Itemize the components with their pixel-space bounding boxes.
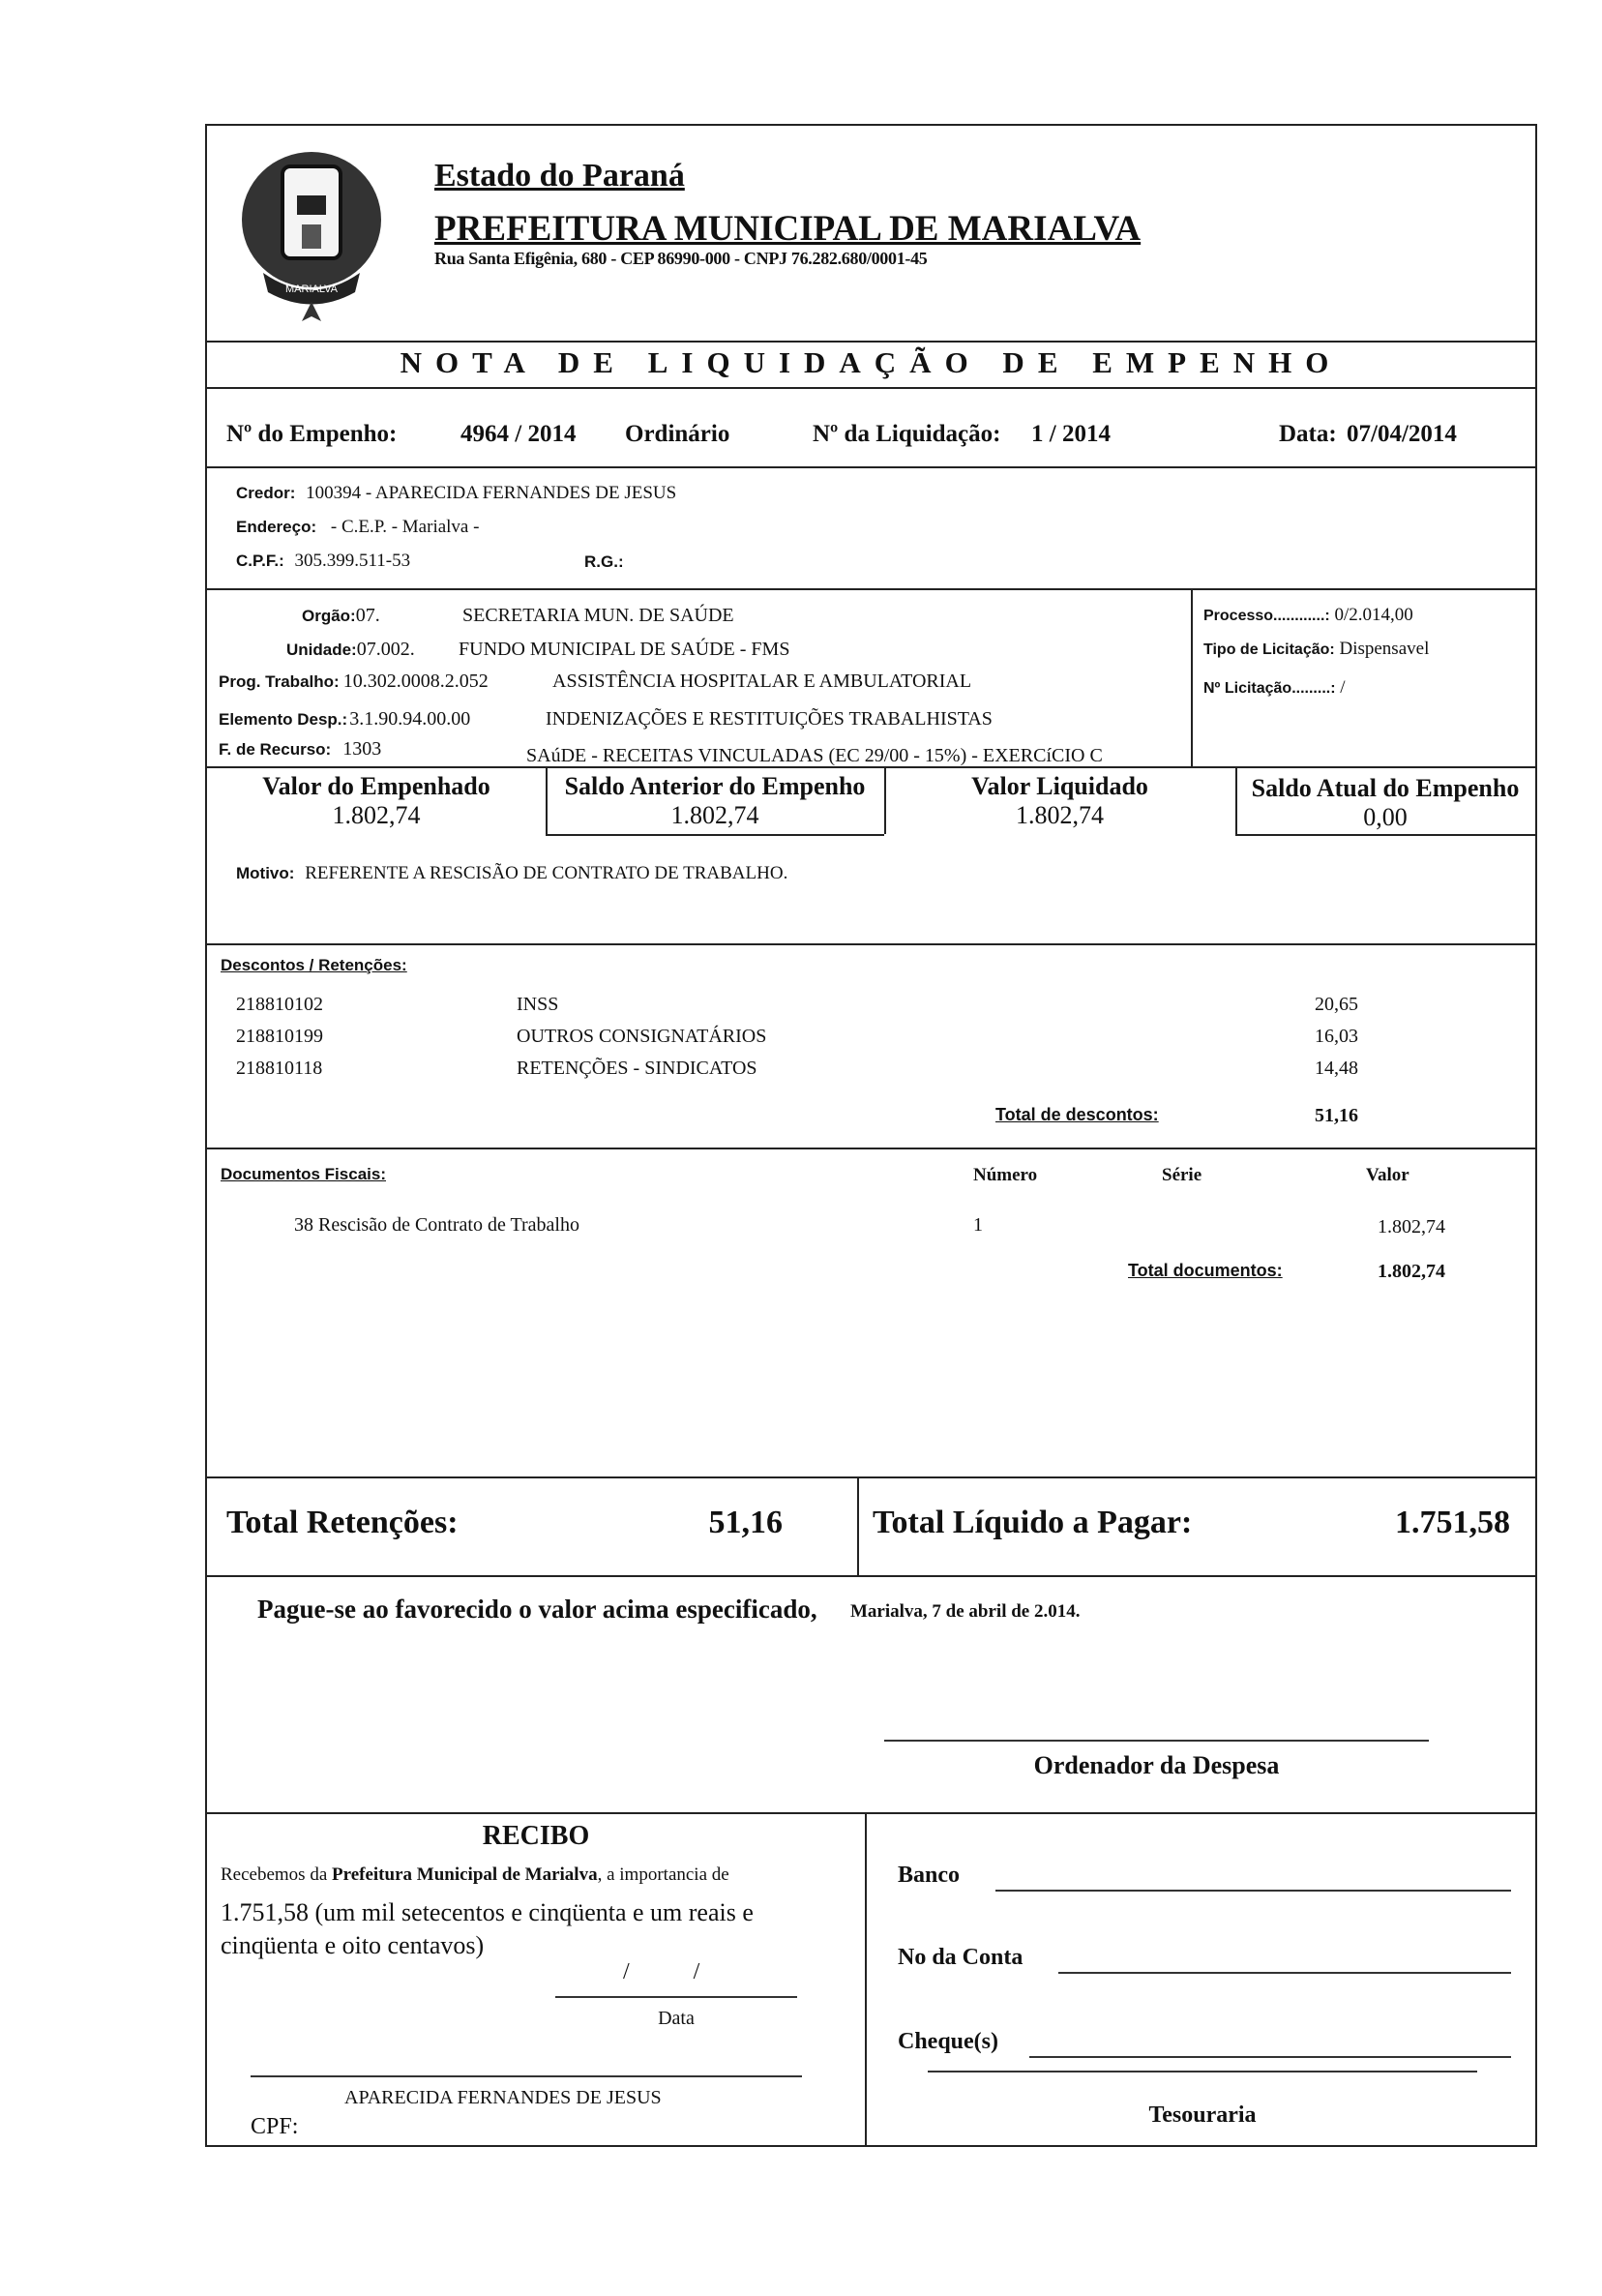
- crest-icon: [234, 128, 389, 341]
- prog-code: 10.302.0008.2.052: [342, 671, 489, 692]
- rg-label: R.G.:: [584, 552, 624, 571]
- desconto-row: [207, 994, 1535, 1023]
- saldo-anterior-value: 1.802,74: [670, 801, 759, 829]
- processo-label: Processo............:: [1203, 608, 1330, 624]
- documento-desc: 38 Rescisão de Contrato de Trabalho: [294, 1214, 579, 1236]
- motivo-line: [236, 863, 787, 884]
- col-serie: Série: [1162, 1165, 1202, 1185]
- liquidado-value: 1.802,74: [1016, 801, 1104, 829]
- documento-valor: 1.802,74: [1378, 1216, 1445, 1237]
- cpf-line: [236, 551, 410, 572]
- element-line: [219, 708, 470, 731]
- col-valor: Valor: [1366, 1165, 1409, 1185]
- num-licitacao-value: /: [1340, 677, 1346, 698]
- recurso-label: F. de Recurso:: [219, 740, 332, 759]
- recibo-date-slashes: / /: [623, 1959, 700, 1984]
- tipo-licitacao-line: [1203, 639, 1429, 660]
- recibo-amount-line2: cinqüenta e oito centavos): [221, 1931, 485, 1959]
- total-documentos-label: Total documentos:: [1128, 1261, 1283, 1280]
- saldo-atual-label: Saldo Atual do Empenho: [1251, 774, 1520, 802]
- date-label: Data:: [1279, 421, 1337, 447]
- processo-line: [1203, 605, 1413, 626]
- prefecture-address: Rua Santa Efigênia, 680 - CEP 86990-000 - CNPJ 76.282.680/0001-45: [434, 249, 928, 268]
- desconto-code: 218810118: [236, 1058, 323, 1079]
- documento-row: [207, 1214, 1535, 1243]
- tesouraria-label: Tesouraria: [1148, 2102, 1257, 2128]
- document-title: NOTA DE LIQUIDAÇÃO DE EMPENHO: [400, 345, 1343, 379]
- recibo-signer: APARECIDA FERNANDES DE JESUS: [344, 2087, 662, 2108]
- desconto-desc: INSS: [517, 994, 559, 1015]
- date-value: 07/04/2014: [1347, 421, 1457, 447]
- desconto-row: [207, 1058, 1535, 1087]
- place-date: Marialva, 7 de abril de 2.014.: [850, 1601, 1081, 1622]
- empenhado-label: Valor do Empenhado: [262, 772, 490, 800]
- element-name: INDENIZAÇÕES E RESTITUIÇÕES TRABALHISTAS: [546, 708, 993, 730]
- desconto-code: 218810102: [236, 994, 323, 1015]
- empenhado-value: 1.802,74: [332, 801, 421, 829]
- address-value: - C.E.P. - Marialva -: [330, 517, 480, 537]
- desconto-row: [207, 1026, 1535, 1055]
- ordenador-label: Ordenador da Despesa: [1033, 1751, 1280, 1779]
- recurso-line: [219, 738, 381, 760]
- liquidation-note-document: [205, 124, 1537, 2147]
- orgao-name: SECRETARIA MUN. DE SAÚDE: [462, 605, 734, 626]
- saldo-atual-value: 0,00: [1363, 803, 1408, 831]
- recibo-amount-line1: 1.751,58 (um mil setecentos e cinqüenta e um reais e: [221, 1898, 754, 1926]
- unidade-name: FUNDO MUNICIPAL DE SAÚDE - FMS: [459, 639, 790, 660]
- desconto-value: 14,48: [1315, 1058, 1358, 1079]
- total-retencoes-value: 51,16: [708, 1505, 783, 1540]
- desconto-value: 20,65: [1315, 994, 1358, 1015]
- col-numero: Número: [973, 1165, 1038, 1185]
- pague-se-text: Pague-se ao favorecido o valor acima especificado,: [257, 1595, 817, 1624]
- desconto-code: 218810199: [236, 1026, 323, 1047]
- prog-label: Prog. Trabalho:: [219, 672, 340, 691]
- documentos-title: Documentos Fiscais:: [221, 1165, 386, 1183]
- total-documentos-value: 1.802,74: [1378, 1261, 1445, 1282]
- desconto-desc: RETENÇÕES - SINDICATOS: [517, 1058, 757, 1079]
- recibo-data-label: Data: [658, 2008, 695, 2029]
- address-line: [236, 517, 479, 538]
- cpf-label: C.P.F.:: [236, 552, 284, 570]
- num-licitacao-label: Nº Licitação.........:: [1203, 680, 1336, 697]
- desconto-value: 16,03: [1315, 1026, 1358, 1047]
- total-liquido-value: 1.751,58: [1395, 1505, 1510, 1540]
- recibo-title: RECIBO: [482, 1821, 590, 1851]
- tipo-licitacao-value: Dispensavel: [1339, 639, 1430, 659]
- creditor-label: Credor:: [236, 484, 296, 502]
- element-label: Elemento Desp.:: [219, 710, 348, 729]
- documento-numero: 1: [973, 1214, 983, 1236]
- unidade-code: 07.002.: [356, 639, 415, 660]
- unidade-label: Unidade:: [286, 641, 357, 659]
- liquidation-label: Nº da Liquidação:: [813, 421, 1001, 447]
- prog-line: [219, 671, 489, 693]
- total-retencoes-label: Total Retenções:: [226, 1505, 459, 1540]
- recibo-text-post: , a importancia de: [597, 1864, 729, 1885]
- orgao-label: Orgão:: [302, 607, 356, 625]
- liquidation-number: 1 / 2014: [1031, 421, 1111, 447]
- creditor-line: [236, 483, 676, 504]
- prog-name: ASSISTÊNCIA HOSPITALAR E AMBULATORIAL: [552, 671, 972, 692]
- recibo-cpf-label: CPF:: [251, 2114, 299, 2139]
- desconto-desc: OUTROS CONSIGNATÁRIOS: [517, 1026, 767, 1047]
- orgao-line: [302, 605, 380, 627]
- liquidado-label: Valor Liquidado: [971, 772, 1148, 800]
- motivo-value: REFERENTE A RESCISÃO DE CONTRATO DE TRABALHO.: [305, 863, 788, 883]
- municipal-crest: [234, 128, 389, 341]
- descontos-title: Descontos / Retenções:: [221, 956, 407, 974]
- processo-value: 0/2.014,00: [1334, 605, 1413, 625]
- total-liquido-label: Total Líquido a Pagar:: [873, 1505, 1193, 1540]
- address-label: Endereço:: [236, 518, 317, 536]
- tipo-licitacao-label: Tipo de Licitação:: [1203, 641, 1335, 658]
- prefecture-name: PREFEITURA MUNICIPAL DE MARIALVA: [434, 209, 1142, 249]
- cheque-label: Cheque(s): [898, 2029, 999, 2054]
- orgao-code: 07.: [355, 605, 380, 626]
- element-code: 3.1.90.94.00.00: [349, 708, 471, 730]
- total-descontos-value: 51,16: [1315, 1105, 1358, 1126]
- svg-text:MARIALVA: MARIALVA: [285, 283, 338, 295]
- unidade-line: [286, 639, 415, 661]
- creditor-value: 100394 - APARECIDA FERNANDES DE JESUS: [306, 483, 677, 503]
- empenho-label: Nº do Empenho:: [226, 421, 398, 447]
- recurso-name: SAúDE - RECEITAS VINCULADAS (EC 29/00 - 15%) - EXERCíCIO C: [526, 745, 1103, 766]
- recibo-text: [221, 1864, 729, 1886]
- total-descontos-label: Total de descontos:: [995, 1105, 1159, 1124]
- empenho-type: Ordinário: [625, 421, 730, 447]
- banco-label: Banco: [898, 1863, 961, 1888]
- cpf-value: 305.399.511-53: [294, 551, 411, 571]
- recurso-code: 1303: [342, 738, 382, 760]
- state-name: Estado do Paraná: [434, 158, 685, 194]
- motivo-label: Motivo:: [236, 864, 295, 882]
- conta-label: No da Conta: [898, 1945, 1024, 1970]
- saldo-anterior-label: Saldo Anterior do Empenho: [564, 772, 866, 800]
- empenho-number: 4964 / 2014: [460, 421, 577, 447]
- recibo-text-pre: Recebemos da: [221, 1864, 328, 1885]
- recibo-text-bold: Prefeitura Municipal de Marialva: [332, 1864, 598, 1885]
- num-licitacao-line: [1203, 677, 1346, 699]
